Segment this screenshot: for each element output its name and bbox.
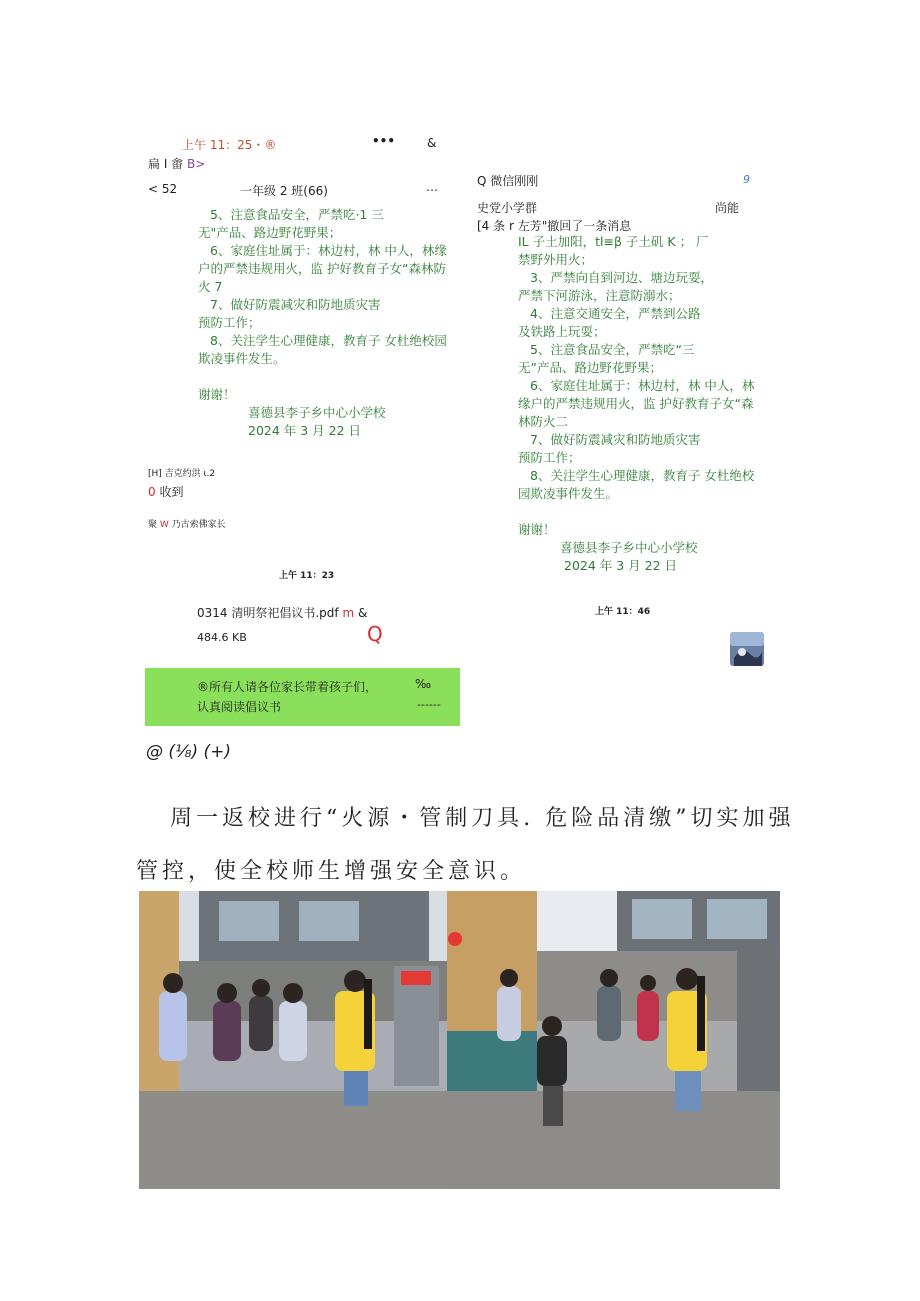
file-name: 0314 清明祭祀倡议书.pdf m & — [197, 606, 368, 620]
caption-line-2: 管控，使全校师生增强安全意识。 — [136, 859, 527, 884]
time-divider: 上午 11：23 — [279, 571, 335, 581]
bubble-line: ®所有人请各位家长带着孩子们， — [197, 680, 378, 694]
notice-line: 5、注意食品安全，严禁吃·1 三 — [210, 207, 384, 222]
time-divider: 上午 11：46 — [595, 607, 651, 617]
notice-line: 7、做好防震减灾和防地质灾害 — [210, 297, 381, 312]
more-icon[interactable]: … — [426, 180, 438, 194]
chat-title: 一年级 2 班(66) — [240, 184, 328, 198]
input-toolbar-icons[interactable]: @ (⅛) (+) — [146, 742, 232, 762]
notice-line: 及铁路上玩耍； — [518, 324, 606, 339]
notification-count: 9 — [743, 173, 750, 186]
back-button[interactable]: < 52 — [148, 182, 178, 196]
notice-line: 3、严禁向自到河边、塘边玩耍， — [530, 270, 713, 285]
notice-date: 2024 年 3 月 22 日 — [564, 558, 678, 573]
green-chat-bubble[interactable] — [145, 668, 460, 726]
notice-line: 禁野外用火； — [518, 252, 594, 267]
notice-line: 4、注意交通安全，严禁到公路 — [530, 306, 701, 321]
notice-line: 5、注意食品安全，严禁吃“三 — [530, 342, 695, 357]
notice-line: 预防工作； — [198, 315, 261, 330]
avatar[interactable] — [730, 632, 764, 666]
file-size: 484.6 KB — [197, 631, 247, 644]
notice-line: 无"产品、路边野花野果； — [198, 225, 342, 240]
notice-line: 欺凌事件发生。 — [198, 351, 286, 366]
right-chat-screenshot — [472, 165, 772, 675]
notice-line: 6、家庭住址属于：林边村，林 中人，林缘 — [210, 243, 447, 258]
reply-sender: [H] 吉克约洪 ι.2 — [148, 469, 216, 479]
notice-date: 2024 年 3 月 22 日 — [248, 423, 362, 438]
status-time: 上午 11：25・® — [182, 138, 277, 152]
bubble-line: 认真阅读倡议书 — [197, 700, 282, 714]
file-q-icon[interactable]: Q — [367, 622, 383, 646]
status-sub: 扁 I 畬 B> — [148, 157, 206, 171]
photo-school-gate-right — [447, 891, 780, 1189]
status-dots: ••• — [372, 134, 396, 148]
notice-line: 预防工作； — [518, 450, 581, 465]
notice-thanks: 谢谢！ — [518, 522, 556, 537]
reply-message: 0 收到 — [148, 485, 184, 499]
photo-school-gate-left — [139, 891, 447, 1189]
notification-header: Q 微信刚刚 — [477, 174, 539, 188]
notice-line: 无”产品、路边野花野果； — [518, 360, 662, 375]
notice-line: 8、关注学生心理健康，教育子 女杜绝校园 — [210, 333, 447, 348]
notice-line: 严禁下河游泳，注意防溺水； — [518, 288, 681, 303]
notice-school: 喜德县李子乡中心小学校 — [248, 405, 386, 420]
bubble-pct: ‰ — [415, 677, 432, 691]
notice-line: 6、家庭住址属于：林边村，林 中人，林 — [530, 378, 755, 393]
status-amp: & — [427, 136, 437, 150]
notice-line: IL 子土加阳，tl≡β 子土矶 K ； 厂 — [518, 234, 709, 249]
group-name: 史党小学群 — [477, 201, 538, 215]
parent-sender: 聚 W 乃古索佛家长 — [148, 520, 226, 530]
notice-school: 喜德县李子乡中心小学校 — [560, 540, 698, 555]
notice-line: 7、做好防震减灾和防地质灾害 — [530, 432, 701, 447]
notice-line: 园欺凌事件发生。 — [518, 486, 619, 501]
notice-line: 8、关注学生心理健康，教育子 女杜绝校 — [530, 468, 755, 483]
notice-line: 火 7 — [198, 279, 223, 294]
recall-notice: [4 条 r 左芳"撤回了一条消息 — [477, 219, 632, 233]
group-right-label: 尚能 — [715, 201, 740, 215]
caption-line-1: 周一返校进行“火源・管制刀具. 危险品清缴”切实加强 — [170, 806, 795, 831]
notice-line: 林防火二 — [518, 414, 569, 429]
notice-line: 户的严禁违规用火，监 护好教育子女“森林防 — [198, 261, 446, 276]
notice-line: 缘户的严禁违规用火，监 护好教育子女“森 — [518, 396, 754, 411]
notice-thanks: 谢谢！ — [198, 387, 236, 402]
bubble-dash: ------ — [417, 698, 441, 711]
